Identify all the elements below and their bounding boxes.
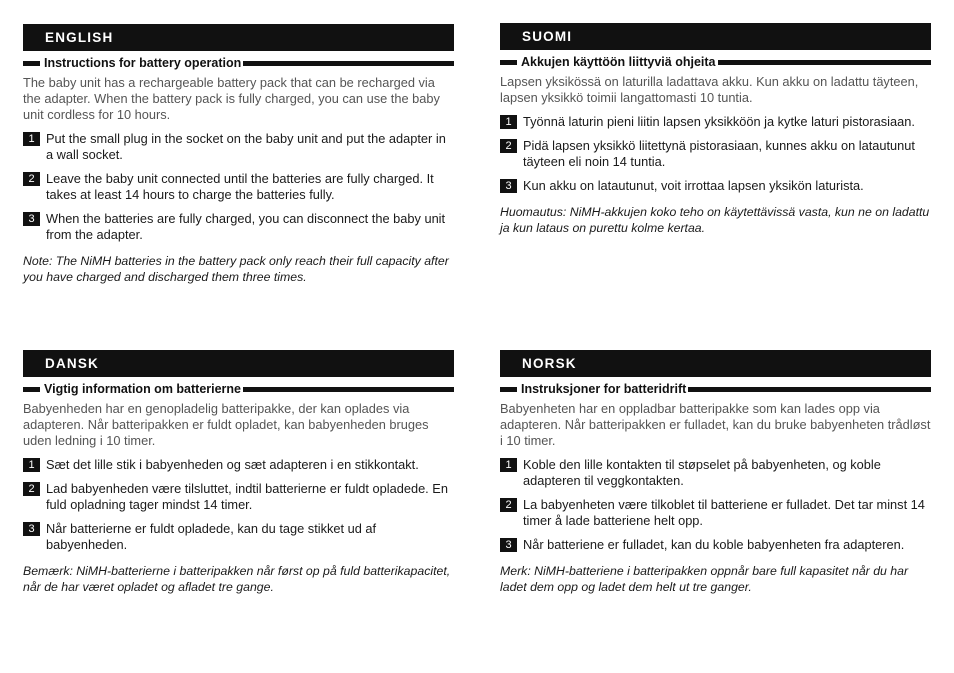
intro-paragraph: Lapsen yksikössä on laturilla ladattava akku. Kun akku on ladattu täyteen, lapsen yksikkö toimii langattomasti 10 tuntia. — [500, 74, 919, 105]
subheading-text: Vigtig information om batterierne — [44, 382, 242, 396]
steps-list — [500, 457, 931, 553]
step-item — [500, 457, 931, 489]
subheading-rule — [243, 387, 454, 392]
subheading-marker — [500, 60, 517, 65]
step-number-badge: 3 — [23, 522, 40, 536]
steps-list — [23, 457, 454, 553]
section-dansk — [23, 350, 454, 595]
step-item — [23, 457, 454, 473]
step-item — [23, 211, 454, 243]
step-item — [23, 131, 454, 163]
step-item — [500, 138, 931, 170]
section-title: SUOMI — [500, 23, 931, 50]
step-text: Put the small plug in the socket on the baby unit and put the adapter in a wall socket. — [46, 131, 446, 162]
section-suomi — [500, 23, 931, 236]
step-number-badge: 3 — [23, 212, 40, 226]
step-number-badge: 3 — [500, 538, 517, 552]
step-number-badge: 1 — [23, 458, 40, 472]
note: Bemærk: NiMH-batterierne i batteripakken når først op på fuld batterikapacitet, når de har været opladet og afladet tre gange. — [23, 564, 451, 594]
note: Note: The NiMH batteries in the battery pack only reach their full capacity after you have charged and discharged them three times. — [23, 254, 449, 284]
step-number-badge: 2 — [23, 482, 40, 496]
step-number-badge: 2 — [500, 498, 517, 512]
subheading — [23, 382, 454, 396]
note: Merk: NiMH-batteriene i batteripakken oppnår bare full kapasitet når du har ladet dem opp og ladet dem helt ut tre ganger. — [500, 564, 909, 594]
step-item — [23, 481, 454, 513]
step-item — [23, 171, 454, 203]
step-item — [500, 497, 931, 529]
subheading-text: Instructions for battery operation — [44, 56, 242, 70]
section-norsk — [500, 350, 931, 595]
step-text: Når batteriene er fulladet, kan du koble babyenheten fra adapteren. — [523, 537, 905, 552]
step-number-badge: 3 — [500, 179, 517, 193]
section-english — [23, 24, 454, 285]
step-text: When the batteries are fully charged, you can disconnect the baby unit from the adapter. — [46, 211, 446, 242]
step-text: Kun akku on latautunut, voit irrottaa lapsen yksikön laturista. — [523, 178, 864, 193]
section-title: ENGLISH — [23, 24, 454, 51]
subheading-text: Akkujen käyttöön liittyviä ohjeita — [521, 55, 716, 69]
intro-paragraph: Babyenheten har en oppladbar batteripakke som kan lades opp via adapteren. Når batteripakken er fulladet, kan du bruke babyenheten trådløst i 10 timer. — [500, 401, 931, 448]
steps-list — [23, 131, 454, 243]
section-title: DANSK — [23, 350, 454, 377]
step-text: La babyenheten være tilkoblet til batteriene er fulladet. Det tar minst 14 timer å lade batteriene helt opp. — [523, 497, 925, 528]
subheading-rule — [243, 61, 454, 66]
subheading-marker — [23, 387, 40, 392]
step-text: Når batterierne er fuldt opladede, kan du tage stikket ud af babyenheden. — [46, 521, 377, 552]
step-item — [500, 537, 931, 553]
step-text: Leave the baby unit connected until the batteries are fully charged. It takes at least 14 hours to charge the batteries fully. — [46, 171, 434, 202]
step-item — [500, 114, 931, 130]
subheading — [500, 55, 931, 69]
step-text: Pidä lapsen yksikkö liitettynä pistorasiaan, kunnes akku on latautunut täyteen eli noin 14 tuntia. — [523, 138, 915, 169]
subheading — [23, 56, 454, 70]
step-number-badge: 1 — [23, 132, 40, 146]
note: Huomautus: NiMH-akkujen koko teho on käytettävissä vasta, kun ne on ladattu ja kun lataus on purettu kolme kertaa. — [500, 205, 930, 235]
intro-paragraph: The baby unit has a rechargeable battery pack that can be recharged via the adapter. When the battery pack is fully charged, you can use the baby unit cordless for 10 hours. — [23, 75, 440, 122]
subheading-rule — [688, 387, 931, 392]
step-text: Koble den lille kontakten til støpselet på babyenheten, og koble adapteren til veggkontakten. — [523, 457, 881, 488]
step-number-badge: 2 — [500, 139, 517, 153]
step-item — [23, 521, 454, 553]
subheading — [500, 382, 931, 396]
step-item — [500, 178, 931, 194]
intro-paragraph: Babyenheden har en genopladelig batteripakke, der kan oplades via adapteren. Når batteripakken er fuldt opladet, kan babyenheden bruges uden ledning i 10 timer. — [23, 401, 429, 448]
step-text: Sæt det lille stik i babyenheden og sæt adapteren i en stikkontakt. — [46, 457, 419, 472]
subheading-text: Instruksjoner for batteridrift — [521, 382, 687, 396]
subheading-rule — [718, 60, 932, 65]
step-number-badge: 2 — [23, 172, 40, 186]
subheading-marker — [23, 61, 40, 66]
step-text: Lad babyenheden være tilsluttet, indtil batterierne er fuldt opladede. En fuld opladning tager mindst 14 timer. — [46, 481, 448, 512]
section-title: NORSK — [500, 350, 931, 377]
steps-list — [500, 114, 931, 194]
step-number-badge: 1 — [500, 115, 517, 129]
step-number-badge: 1 — [500, 458, 517, 472]
subheading-marker — [500, 387, 517, 392]
step-text: Työnnä laturin pieni liitin lapsen yksikköön ja kytke laturi pistorasiaan. — [523, 114, 915, 129]
